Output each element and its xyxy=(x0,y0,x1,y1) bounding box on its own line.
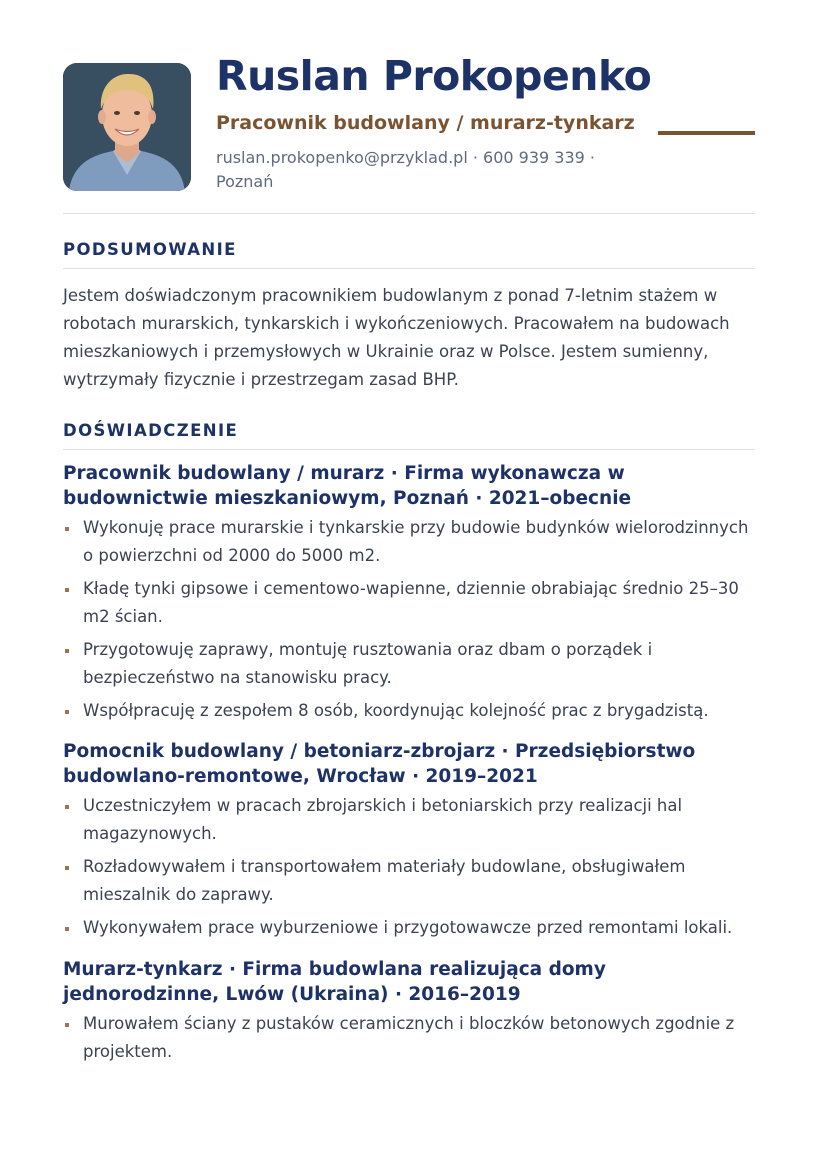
bullet-marker xyxy=(65,866,69,870)
summary-heading: PODSUMOWANIE xyxy=(63,240,237,259)
header-divider xyxy=(63,213,755,214)
bullet-text: Murowałem ściany z pustaków ceramicznych i bloczków betonowych zgodnie z projektem. xyxy=(83,1014,735,1061)
bullet-item xyxy=(63,1010,763,1066)
job-bullet-list xyxy=(63,514,763,730)
profile-photo xyxy=(63,63,191,191)
bullet-text: Wykonuję prace murarskie i tynkarskie przy budowie budynków wielorodzinnych o powierzchni od 2000 do 5000 m2. xyxy=(83,518,749,565)
accent-divider xyxy=(658,131,755,135)
bullet-marker xyxy=(65,649,69,653)
bullet-item xyxy=(63,792,763,848)
summary-text: Jestem doświadczonym pracownikiem budowlanym z ponad 7-letnim stażem w robotach murarskich, tynkarskich i wykończeniowych. Pracowałem na budowach mieszkaniowych i przemysłowych w Ukrainie oraz w Polsce. Jestem sumienny, wytrzymały fizycznie i przestrzegam zasad BHP. xyxy=(63,286,730,389)
bullet-item xyxy=(63,914,763,942)
bullet-item xyxy=(63,514,763,570)
bullet-text: Wykonywałem prace wyburzeniowe i przygotowawcze przed remontami lokali. xyxy=(83,918,733,937)
job-heading: Pomocnik budowlany / betoniarz-zbrojarz · Przedsiębiorstwo budowlano-remontowe, Wrocław · 2019–2021 xyxy=(63,741,696,787)
job-heading: Pracownik budowlany / murarz · Firma wykonawcza w budownictwie mieszkaniowym, Poznań · 2021–obecnie xyxy=(63,463,632,509)
bullet-marker xyxy=(65,805,69,809)
bullet-text: Rozładowywałem i transportowałem materiały budowlane, obsługiwałem mieszalnik do zaprawy. xyxy=(83,857,686,904)
bullet-item xyxy=(63,853,763,909)
experience-divider xyxy=(63,449,755,450)
job-bullet-list xyxy=(63,792,763,947)
bullet-marker xyxy=(65,1023,69,1027)
bullet-marker xyxy=(65,588,69,592)
bullet-text: Współpracuję z zespołem 8 osób, koordynując kolejność prac z brygadzistą. xyxy=(83,701,709,720)
bullet-marker xyxy=(65,927,69,931)
bullet-text: Uczestniczyłem w pracach zbrojarskich i betoniarskich przy realizacji hal magazynowych. xyxy=(83,796,683,843)
summary-divider xyxy=(63,268,755,269)
candidate-name: Ruslan Prokopenko xyxy=(216,52,652,100)
job-role: Pracownik budowlany / murarz-tynkarz xyxy=(216,112,635,134)
bullet-item xyxy=(63,636,763,692)
bullet-text: Przygotowuję zaprawy, montuję rusztowania oraz dbam o porządek i bezpieczeństwo na stanowisku pracy. xyxy=(83,640,653,687)
bullet-item xyxy=(63,697,763,725)
contact-info: ruslan.prokopenko@przyklad.pl · 600 939 339 · Poznań xyxy=(216,148,595,191)
bullet-marker xyxy=(65,527,69,531)
bullet-text: Kładę tynki gipsowe i cementowo-wapienne, dziennie obrabiając średnio 25–30 m2 ścian. xyxy=(83,579,739,626)
job-bullet-list xyxy=(63,1010,763,1071)
experience-heading: DOŚWIADCZENIE xyxy=(63,421,239,440)
bullet-marker xyxy=(65,710,69,714)
job-heading: Murarz-tynkarz · Firma budowlana realizująca domy jednorodzinne, Lwów (Ukraina) · 2016–2019 xyxy=(63,959,606,1005)
bullet-item xyxy=(63,575,763,631)
